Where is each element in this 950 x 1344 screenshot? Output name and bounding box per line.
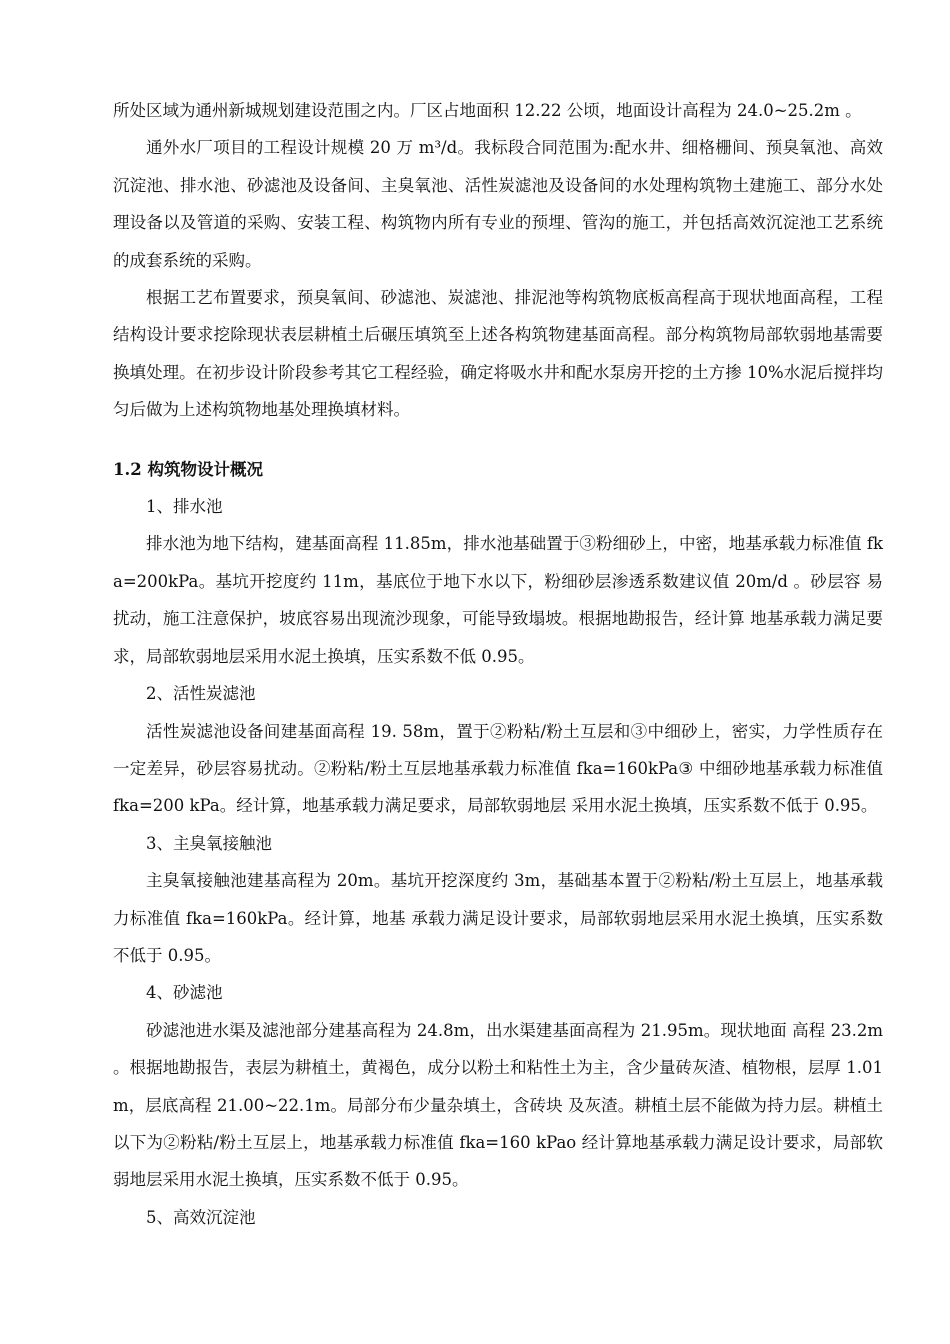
intro-paragraph-2: 通外水厂项目的工程设计规模 20 万 m³/d。我标段合同范围为:配水井、细格栅间、预臭氧池、高效沉淀池、排水池、砂滤池及设备间、主臭氧池、活性炭滤池及设备间的水处理构筑物土建施工、部分水处理设备以及管道的采购、安装工程、构筑物内所有专业的预埋、管沟的施工，并包括高效沉淀池工艺系统的成套系统的采购。 [113,138,883,270]
intro-paragraph-1: 所处区域为通州新城规划建设范围之内。厂区占地面积 12.22 公顷，地面设计高程为 24.0~25.2m 。 [113,101,862,120]
item-body-4: 砂滤池进水渠及滤池部分建基高程为 24.8m，出水渠建基面高程为 21.95m。现状地面 高程 23.2m 。根据地勘报告，表层为耕植土，黄褐色，成分以粉土和粘性土为主，含少量砖灰渣、植物根，层厚 1.01m，层底高程 21.00~22.1m。局部分布少量杂填土，含砖块 及灰渣。耕植土层不能做为持力层。耕植土以下为②粉粘/粉土互层上，地基承载力标准值 fka=160 kPao 经计算地基承载力满足设计要求，局部软弱地层采用水泥土换填，压实系数不低于 0.95。 [113,1020,883,1190]
item-title-4: 4、砂滤池 [146,983,223,1003]
section-spacer [113,429,883,451]
item-body-3: 主臭氧接触池建基高程为 20m。基坑开挖深度约 3m，基础基本置于②粉粘/粉土互层上，地基承载力标准值 fka=160kPa。经计算，地基 承载力满足设计要求，局部软弱地层采用水泥土换填，压实系数不低于 0.95。 [113,871,883,965]
document-body [113,92,883,1236]
item-title-3: 3、主臭氧接触池 [146,833,272,853]
intro-paragraph-3: 根据工艺布置要求，预臭氧间、砂滤池、炭滤池、排泥池等构筑物底板高程高于现状地面高程，工程结构设计要求挖除现状表层耕植土后碾压填筑至上述各构筑物建基面高程。部分构筑物局部软弱地基需要换填处理。在初步设计阶段参考其它工程经验，确定将吸水井和配水泵房开挖的土方掺 10%水泥后搅拌均匀后做为上述构筑物地基处理换填材料。 [113,288,883,420]
item-title-5: 5、高效沉淀池 [146,1207,256,1227]
item-body-1: 排水池为地下结构，建基面高程 11.85m，排水池基础置于③粉细砂上，中密，地基承载力标准值 fka=200kPa。基坑开挖度约 11m，基底位于地下水以下，粉细砂层渗透系数建议值 20m/d 。砂层容 易扰动，施工注意保护，坡底容易出现流沙现象，可能导致塌坡。根据地勘报告，经计算 地基承载力满足要求，局部软弱地层采用水泥土换填，压实系数不低 0.95。 [113,534,883,666]
section-heading: 1.2 构筑物设计概况 [113,459,263,479]
item-title-2: 2、活性炭滤池 [146,684,256,704]
item-title-1: 1、排水池 [146,497,223,517]
item-body-2: 活性炭滤池设备间建基面高程 19. 58m，置于②粉粘/粉土互层和③中细砂上，密实，力学性质存在一定差异，砂层容易扰动。②粉粘/粉土互层地基承载力标准值 fka=160kPa③ 中细砂地基承载力标准值 fka=200 kPa。经计算，地基承载力满足要求，局部软弱地层 采用水泥土换填，压实系数不低于 0.95。 [113,721,883,816]
